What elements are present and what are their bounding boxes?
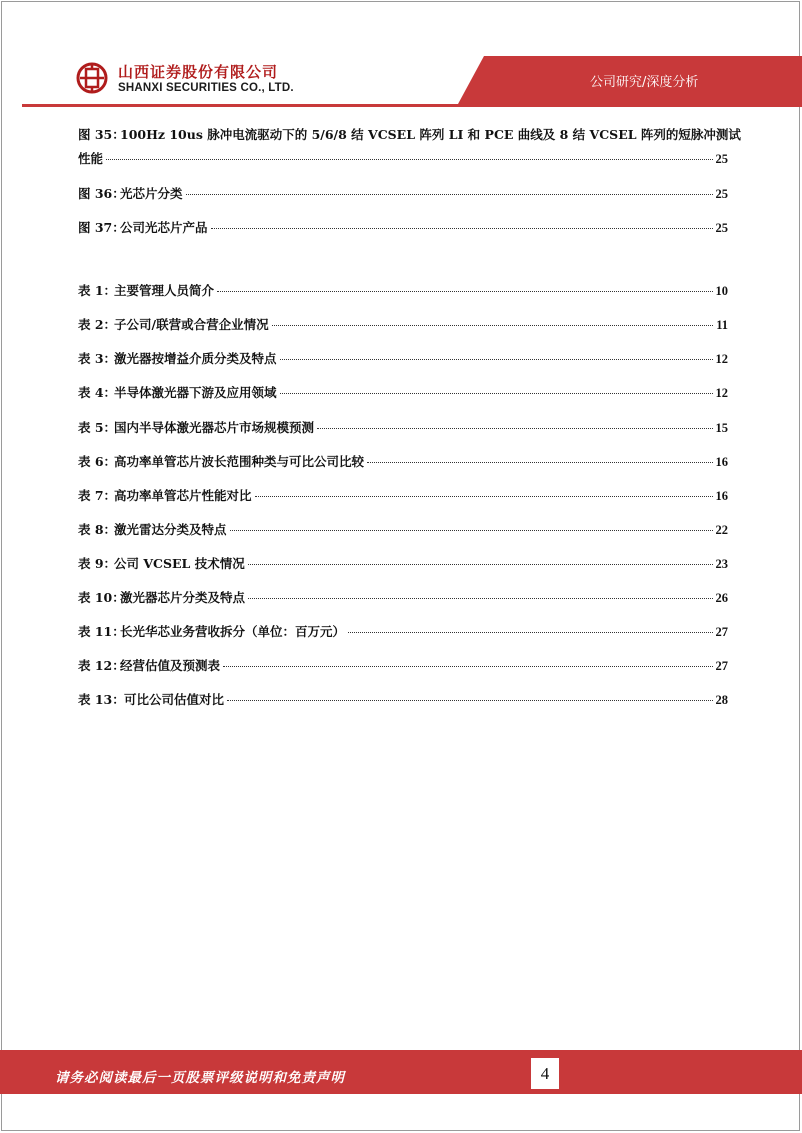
toc-entry-table-6[interactable] [78,454,728,470]
toc-entry-table-2[interactable] [78,317,728,333]
toc-leader-dots [348,632,712,633]
footer-disclaimer: 请务必阅读最后一页股票评级说明和免责声明 [55,1070,345,1086]
toc-entry-title-line1: 100Hz 10us 脉冲电流驱动下的 5/6/8 结 VCSEL 阵列 LI 和 PCE 曲线及 8 结 VCSEL 阵列的短脉冲测试 [120,127,741,142]
toc-entry-page: 11 [716,318,728,332]
toc-entry-number: 表 8： [78,522,117,537]
toc-entry-table-5[interactable] [78,420,728,436]
toc-entry-page: 22 [715,523,728,537]
company-name-en: SHANXI SECURITIES CO., LTD. [118,82,294,94]
toc-entry-number: 图 35： [78,127,125,142]
page-number: 4 [531,1058,559,1089]
toc-entry-title: 激光雷达分类及特点 [114,522,227,537]
toc-leader-dots [280,359,713,360]
toc-entry-table-1[interactable] [78,283,728,299]
toc-entry-number: 表 13： [78,692,125,707]
toc-leader-dots [106,159,712,160]
toc-entry-number: 表 5： [78,420,117,435]
toc-entry-page: 23 [715,557,728,571]
company-name-cn: 山西证券股份有限公司 [118,63,279,81]
toc-leader-dots [248,564,713,565]
toc-entry-page: 26 [715,591,728,605]
toc-entry-table-9[interactable] [78,556,728,572]
toc-entry-title: 主要管理人员简介 [114,283,215,298]
toc-entry-page: 25 [715,152,728,166]
toc-entry-table-4[interactable] [78,385,728,401]
shanxi-securities-logo-icon [76,62,108,94]
toc-entry-table-7[interactable] [78,488,728,504]
toc-entry-second-line [78,151,728,167]
toc-leader-dots [186,194,713,195]
toc-entry-table-11[interactable] [78,624,728,640]
toc-entry-title-line2: 性能 [78,151,104,166]
toc-leader-dots [255,496,713,497]
toc-entry-page: 25 [715,187,728,201]
toc-entry-page: 12 [715,386,728,400]
page-header [0,0,802,110]
toc-entry-title: 激光器按增益介质分类及特点 [114,351,277,366]
toc-entry-figure-36[interactable] [78,186,728,202]
toc-entry-number: 表 4： [78,385,117,400]
toc-entry-figure-37[interactable] [78,220,728,236]
toc-leader-dots [367,462,712,463]
toc-leader-dots [217,291,712,292]
toc-entry-page: 28 [715,693,728,707]
toc-entry-title: 公司 VCSEL 技术情况 [114,556,245,571]
toc-entry-title: 公司光芯片产品 [120,220,208,235]
toc-entry-page: 12 [715,352,728,366]
toc-entry-title: 可比公司估值对比 [124,692,225,707]
toc-leader-dots [223,666,712,667]
toc-leader-dots [227,700,712,701]
toc-entry-table-10[interactable] [78,590,728,606]
toc-entry-table-12[interactable] [78,658,728,674]
toc-entry-number: 表 11： [78,624,125,639]
toc-entry-page: 15 [715,421,728,435]
toc-entry-title: 国内半导体激光器芯片市场规模预测 [114,420,315,435]
toc-entry-title: 高功率单管芯片性能对比 [114,488,252,503]
toc-entry-page: 16 [715,489,728,503]
toc-entry-title: 激光器芯片分类及特点 [120,590,246,605]
toc-entry-number: 图 36： [78,186,125,201]
toc-entry-number: 表 2： [78,317,117,332]
toc-leader-dots [272,325,714,326]
toc-entry-number: 图 37： [78,220,125,235]
toc-entry-table-3[interactable] [78,351,728,367]
toc-entry-number: 表 9： [78,556,117,571]
toc-entry-number: 表 1： [78,283,117,298]
toc-entry-page: 27 [715,659,728,673]
toc-entry-figure-35[interactable] [78,127,741,167]
toc-entry-title: 半导体激光器下游及应用领域 [114,385,277,400]
toc-entry-number: 表 10： [78,590,125,605]
header-divider [22,104,802,107]
toc-entry-first-line [78,127,741,143]
toc-leader-dots [230,530,713,531]
toc-entry-number: 表 12： [78,658,125,673]
toc-entry-page: 10 [715,284,728,298]
toc-entry-table-8[interactable] [78,522,728,538]
toc-entry-number: 表 6： [78,454,117,469]
toc-entry-number: 表 7： [78,488,117,503]
toc-entry-title: 经营估值及预测表 [120,658,221,673]
toc-entry-title: 光芯片分类 [120,186,183,201]
toc-entry-title: 长光华芯业务营收拆分（单位：百万元） [120,624,346,639]
toc-entry-number: 表 3： [78,351,117,366]
toc-entry-title: 子公司/联营或合营企业情况 [114,317,269,332]
toc-leader-dots [248,598,712,599]
toc-entry-table-13[interactable] [78,692,728,708]
toc-entry-page: 27 [715,625,728,639]
toc-leader-dots [280,393,713,394]
toc-entry-page: 25 [715,221,728,235]
toc-leader-dots [211,228,713,229]
report-type-label: 公司研究/深度分析 [590,75,699,90]
toc-entry-page: 16 [715,455,728,469]
toc-leader-dots [317,428,712,429]
toc-entry-title: 高功率单管芯片波长范围种类与可比公司比较 [114,454,365,469]
